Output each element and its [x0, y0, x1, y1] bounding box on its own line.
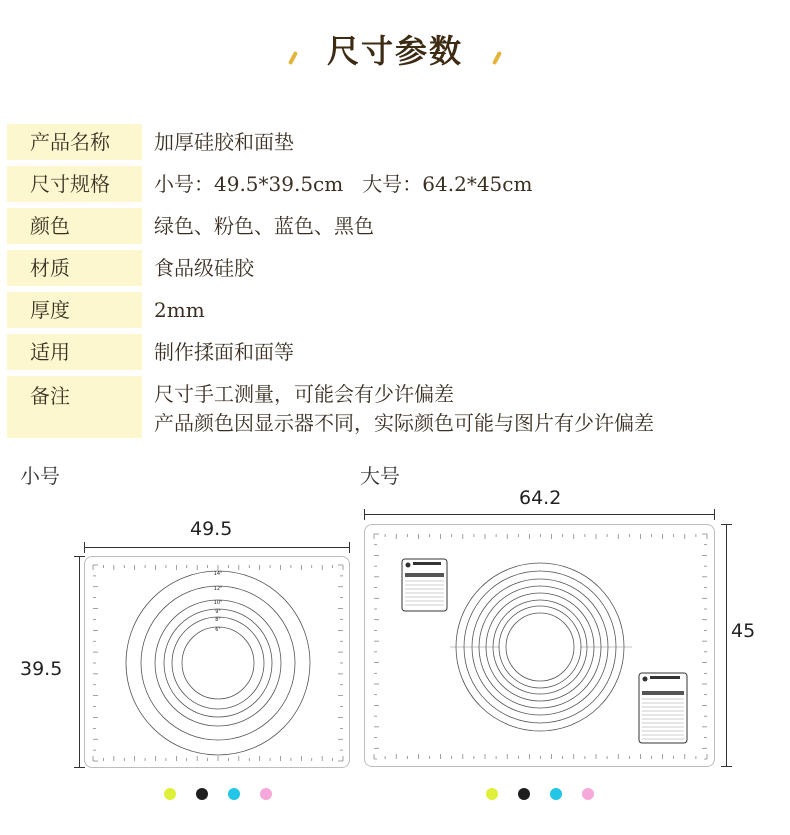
spec-row-usage: [7, 334, 787, 370]
large-width-value: 64.2: [519, 487, 562, 509]
small-height-line: [79, 556, 80, 768]
circle-size-label: 14": [213, 571, 223, 577]
guide-circle: [182, 627, 254, 699]
circle-size-label: 8": [215, 617, 221, 623]
guide-circle: [126, 571, 310, 755]
large-height-line: [726, 524, 727, 767]
spec-label: 备注: [7, 376, 142, 438]
page-title: 尺寸参数: [326, 32, 463, 70]
spec-label: 尺寸规格: [7, 166, 142, 202]
large-height-tick-bottom: [721, 766, 732, 767]
guide-circle: [164, 609, 272, 717]
accent-slash-left: [288, 50, 298, 64]
spec-label: 产品名称: [7, 124, 142, 160]
guide-circle: [499, 606, 581, 688]
circle-size-label: 6": [215, 627, 221, 633]
color-dot: [486, 788, 498, 800]
page-header: [0, 28, 790, 74]
small-mat-drawing: [85, 557, 351, 769]
small-width-value: 49.5: [190, 518, 233, 540]
measure-table-heading: [413, 562, 441, 565]
circle-size-label: 10": [213, 600, 223, 606]
small-width-tick-left: [84, 542, 85, 553]
spec-row-thickness: [7, 292, 787, 328]
note-line-2: 产品颜色因显示器不同，实际颜色可能与图片有少许偏差: [154, 411, 654, 435]
large-mat: [364, 524, 715, 767]
spec-value: 小号：49.5*39.5cm 大号：64.2*45cm: [154, 172, 533, 196]
small-size-label: 小号: [20, 464, 60, 488]
temperature-table: [639, 673, 687, 743]
large-width-line: [364, 514, 715, 515]
color-dot: [550, 788, 562, 800]
measure-table-header-row: [405, 573, 444, 577]
measure-table-icon: [406, 563, 411, 568]
temperature-table-icon: [643, 677, 648, 682]
accent-slash-right: [492, 50, 502, 64]
color-dot: [196, 788, 208, 800]
small-width-line: [84, 547, 350, 548]
temperature-table-header-row: [642, 691, 684, 695]
spec-row-color: [7, 208, 787, 244]
color-dot: [582, 788, 594, 800]
large-size-label: 大号: [360, 464, 400, 488]
spec-table: [7, 124, 787, 444]
temperature-table-heading: [650, 676, 680, 679]
spec-value: 加厚硅胶和面垫: [154, 130, 294, 154]
color-dot: [260, 788, 272, 800]
spec-value: 制作揉面和面等: [154, 340, 294, 364]
spec-row-note: [7, 376, 787, 438]
guide-circle: [506, 613, 574, 681]
spec-value: [142, 376, 787, 438]
spec-value: 食品级硅胶: [154, 256, 254, 280]
small-mat: [84, 556, 350, 768]
guide-circle: [493, 600, 587, 694]
small-width-tick-right: [349, 542, 350, 553]
circle-size-label: 12": [213, 586, 223, 592]
guide-circle: [486, 593, 594, 701]
spec-row-material: [7, 250, 787, 286]
large-width-tick-left: [364, 509, 365, 520]
small-height-value: 39.5: [20, 658, 63, 680]
color-dot: [228, 788, 240, 800]
spec-row-size: [7, 166, 787, 202]
large-height-value: 45: [731, 620, 756, 642]
spec-row-name: [7, 124, 787, 160]
spec-value: 绿色、粉色、蓝色、黑色: [154, 214, 374, 238]
large-width-tick-right: [714, 509, 715, 520]
large-height-tick-top: [721, 524, 732, 525]
spec-label: 颜色: [7, 208, 142, 244]
small-height-tick-bottom: [74, 767, 85, 768]
spec-label: 厚度: [7, 292, 142, 328]
large-mat-drawing: [365, 525, 716, 768]
color-dot: [518, 788, 530, 800]
color-dot: [164, 788, 176, 800]
spec-label: 材质: [7, 250, 142, 286]
small-height-tick-top: [74, 556, 85, 557]
note-line-1: 尺寸手工测量，可能会有少许偏差: [154, 382, 454, 406]
spec-value: 2mm: [154, 298, 205, 322]
circle-size-label: 9": [215, 609, 221, 615]
spec-label: 适用: [7, 334, 142, 370]
